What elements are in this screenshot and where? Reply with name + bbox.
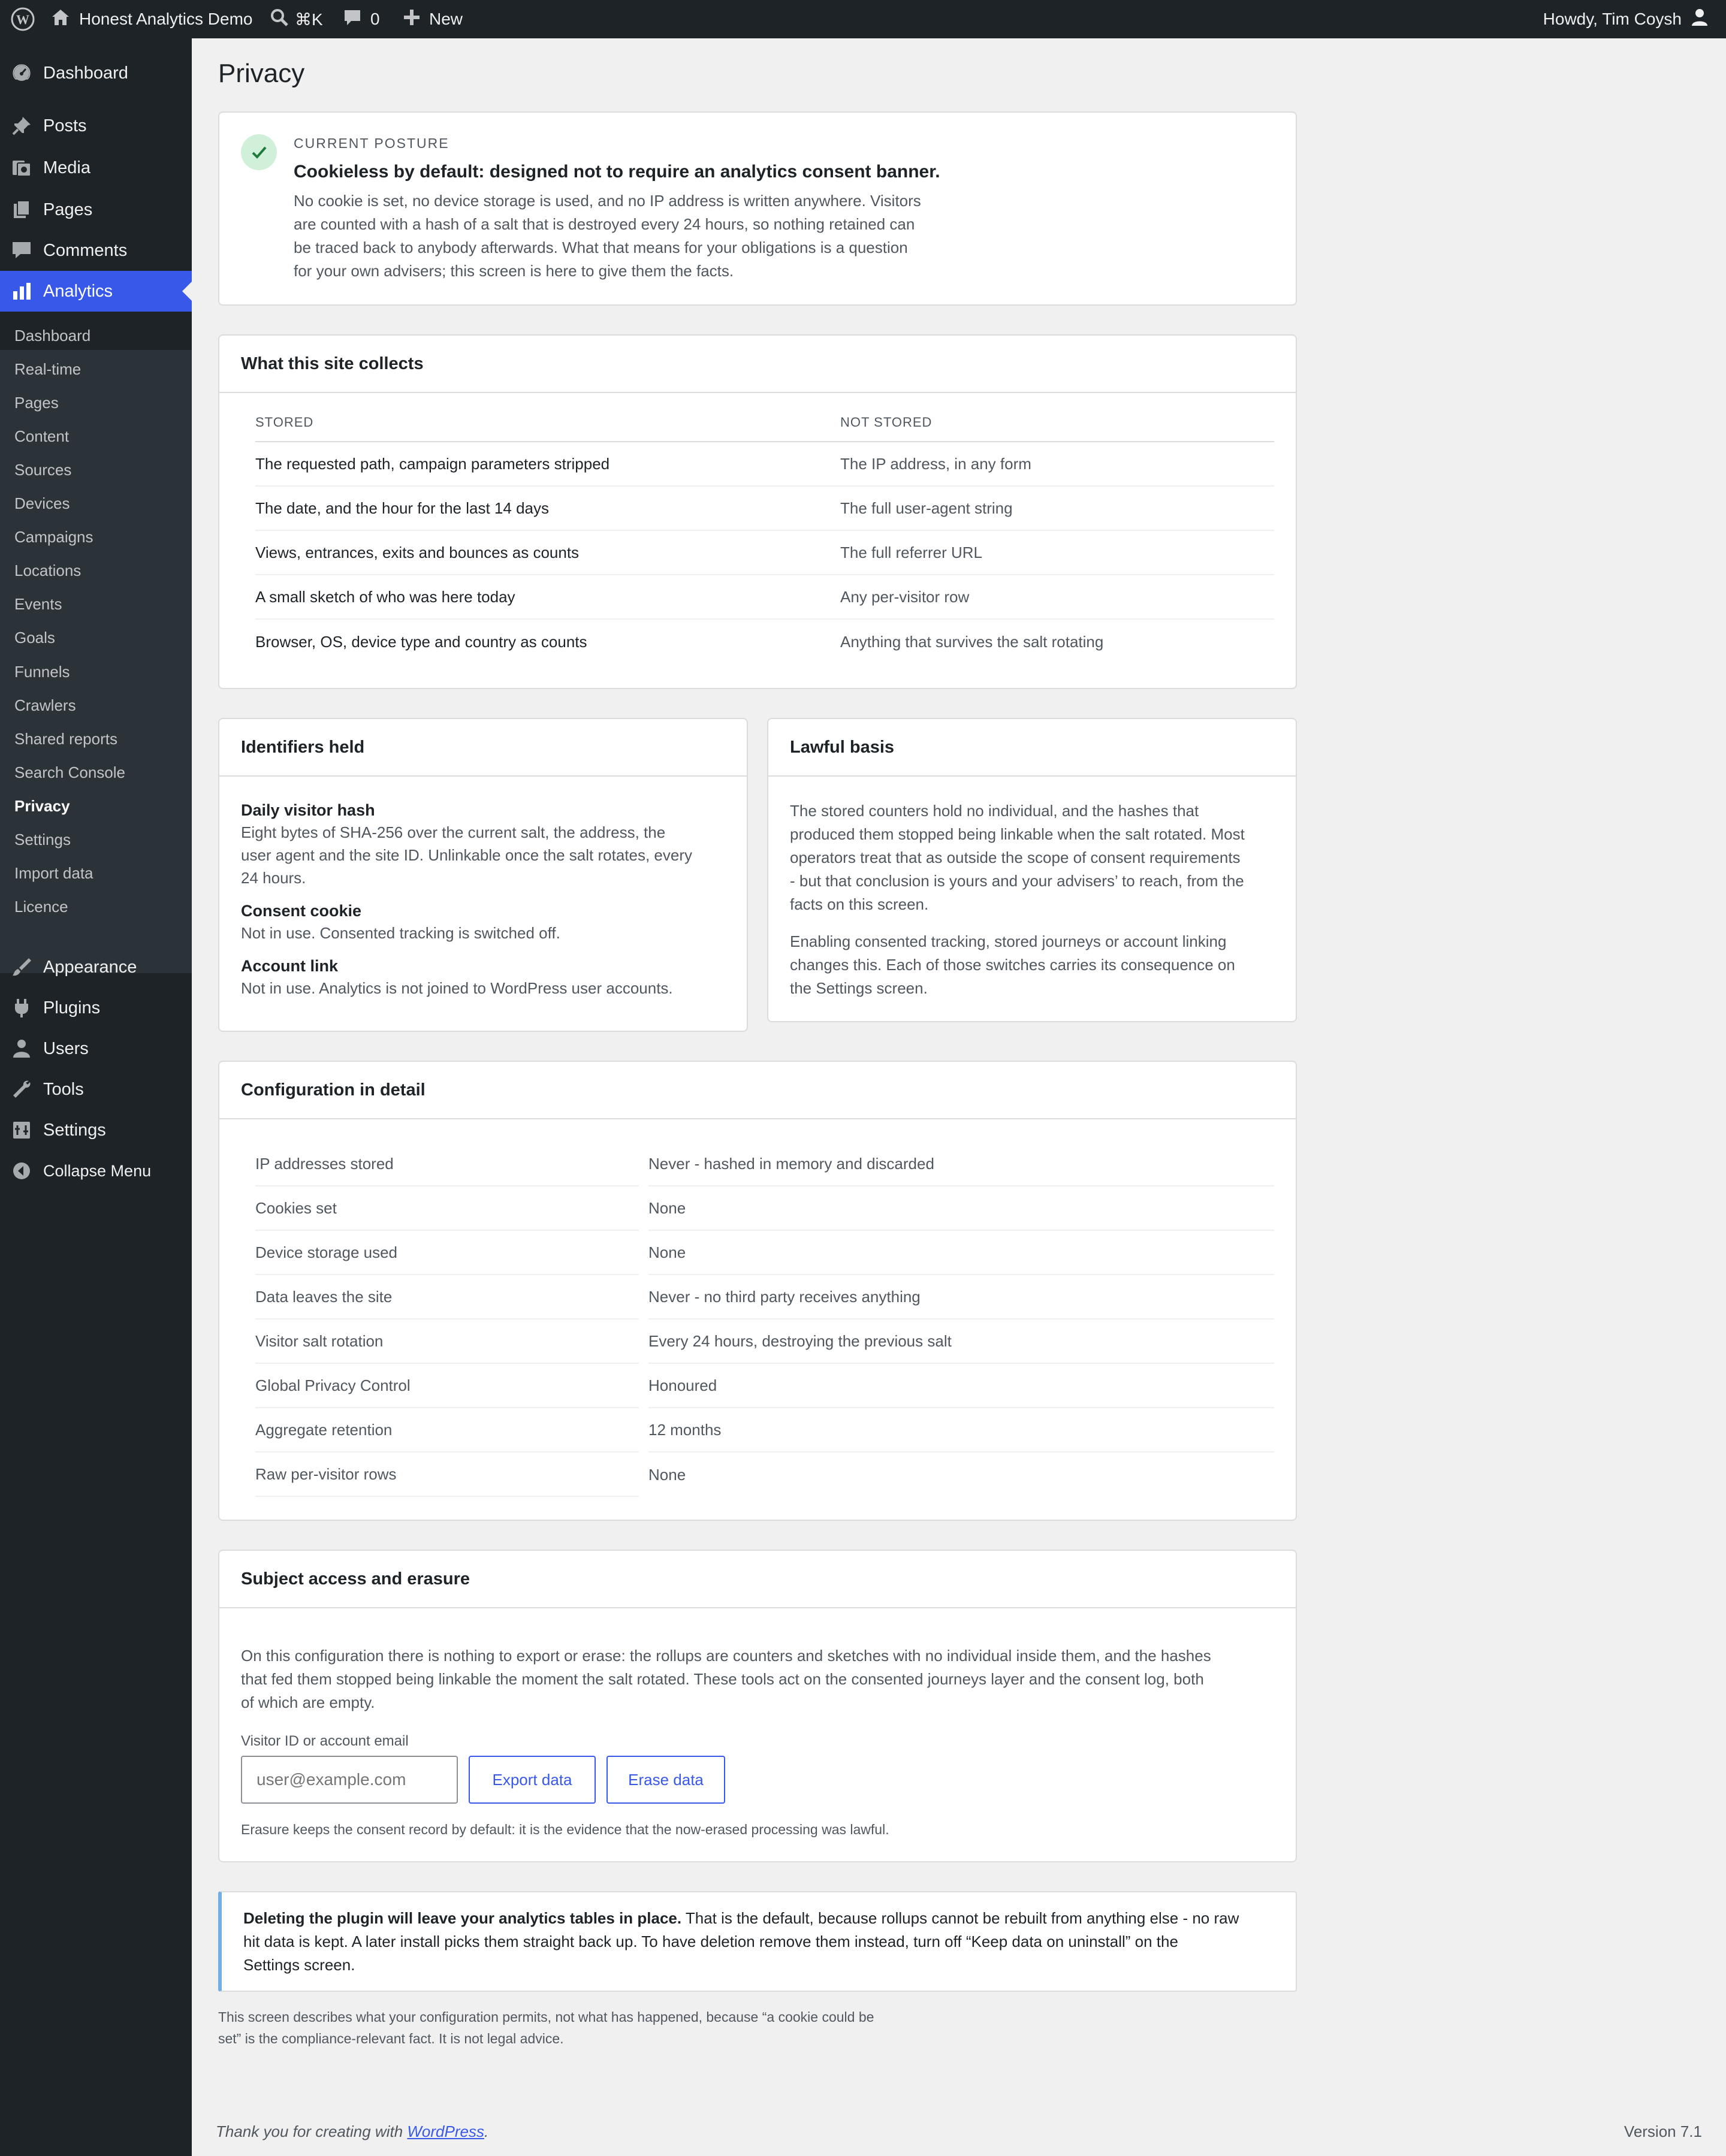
subject-access-line: On this configuration there is nothing to export or erase: the rollups are counters and sketches with no individual inside them, and the hashes (241, 1647, 1211, 1665)
submenu-item-pages[interactable]: Pages (14, 393, 59, 412)
footnote-line: set” is the compliance-relevant fact. It is not legal advice. (218, 2031, 564, 2046)
submenu-item-settings[interactable]: Settings (14, 831, 71, 848)
pin-icon (0, 115, 43, 137)
new-content-link[interactable] (403, 0, 463, 38)
footnote-line: This screen describes what your configuration permits, not what has happened, because “a cookie could be (218, 2009, 874, 2025)
config-key: Cookies set (255, 1186, 639, 1231)
sidebar-item-appearance[interactable] (0, 947, 192, 988)
notice-bold: Deleting the plugin will leave your analytics tables in place. (243, 1909, 682, 1927)
admin-bar (0, 0, 1726, 38)
sidebar-item-users[interactable] (0, 1028, 192, 1069)
submenu-item-search-console[interactable]: Search Console (14, 763, 125, 781)
search-icon (270, 8, 289, 31)
config-row (255, 1319, 1274, 1364)
lawful-basis-paragraph-2 (790, 930, 1235, 1000)
lawful-basis-line: the Settings screen. (790, 979, 928, 997)
plus-icon (403, 8, 421, 31)
config-key: Visitor salt rotation (255, 1319, 639, 1364)
new-label: New (429, 10, 463, 28)
sidebar-item-posts[interactable] (0, 105, 192, 146)
submenu-item-goals[interactable]: Goals (14, 629, 55, 647)
sidebar-item-pages[interactable] (0, 189, 192, 230)
submenu-item-privacy[interactable]: Privacy (14, 796, 70, 815)
stored-item: A small sketch of who was here today (255, 587, 515, 606)
sidebar-item-label: Comments (43, 240, 128, 260)
sidebar-item-label: Collapse Menu (43, 1161, 152, 1180)
notice-line-3: Settings screen. (243, 1956, 355, 1974)
footer-thanks (216, 2122, 488, 2141)
config-key: Aggregate retention (255, 1408, 639, 1453)
subject-access-line: of which are empty. (241, 1693, 375, 1711)
config-key: Device storage used (255, 1231, 639, 1275)
identifier-description-line: Not in use. Consented tracking is switched off. (241, 924, 560, 942)
footer-thanks-suffix: . (484, 2122, 489, 2140)
stored-item: The requested path, campaign parameters stripped (255, 454, 610, 473)
subject-access-line: that fed them stopped being linkable the moment the salt rotated. These tools act on the consented journeys layer and the consent log, both (241, 1670, 1204, 1688)
identifier-description-line: user agent and the site ID. Unlinkable once the salt rotates, every (241, 846, 692, 864)
media-icon (0, 157, 43, 179)
posture-eyebrow: CURRENT POSTURE (294, 135, 449, 151)
lawful-basis-card (767, 718, 1297, 1022)
sidebar-item-label: Pages (43, 200, 93, 219)
identifier-description-line: Eight bytes of SHA-256 over the current salt, the address, the (241, 823, 666, 841)
sidebar-item-dashboard[interactable] (0, 53, 192, 93)
collects-row (255, 442, 1274, 487)
posture-body-line: are counted with a hash of a salt that is destroyed every 24 hours, so nothing retained can (294, 215, 915, 233)
home-icon (50, 7, 71, 32)
uninstall-notice (218, 1891, 1297, 1992)
stored-item: The date, and the hour for the last 14 days (255, 499, 549, 517)
not-stored-item: Anything that survives the salt rotating (840, 632, 1104, 651)
footnote (218, 2006, 874, 2049)
submenu-item-shared-reports[interactable]: Shared reports (14, 729, 117, 748)
sidebar-item-analytics[interactable] (0, 271, 192, 312)
dashboard-icon (0, 62, 43, 84)
identifier-description-line: Not in use. Analytics is not joined to WordPress user accounts. (241, 979, 673, 997)
sidebar-item-label: Posts (43, 116, 87, 135)
wordpress-link[interactable]: WordPress (407, 2122, 484, 2140)
config-value: Honoured (648, 1364, 1274, 1408)
comment-icon (343, 8, 362, 31)
submenu-item-campaigns[interactable]: Campaigns (14, 528, 93, 546)
submenu-item-funnels[interactable]: Funnels (14, 662, 70, 681)
collects-header-row (255, 393, 1274, 442)
submenu-item-sources[interactable]: Sources (14, 460, 72, 479)
collects-row (255, 620, 1274, 664)
settings-icon (0, 1119, 43, 1141)
sidebar-item-label: Users (43, 1038, 89, 1058)
export-data-button[interactable]: Export data (469, 1756, 596, 1804)
search-shortcut[interactable] (270, 0, 323, 38)
page-title: Privacy (218, 59, 305, 88)
wrench-icon (0, 1079, 43, 1100)
identifier-item (241, 900, 729, 944)
config-row (255, 1231, 1274, 1275)
footer-version: Version 7.1 (1624, 2122, 1702, 2140)
stored-item: Browser, OS, device type and country as counts (255, 632, 587, 651)
visitor-id-input[interactable] (241, 1756, 458, 1804)
posture-body-line: for your own advisers; this screen is here to give them the facts. (294, 262, 734, 280)
sidebar-item-label: Settings (43, 1120, 106, 1140)
sidebar-item-plugins[interactable] (0, 988, 192, 1028)
config-key: IP addresses stored (255, 1142, 639, 1186)
config-value: Every 24 hours, destroying the previous salt (648, 1319, 1274, 1364)
sidebar-item-label: Dashboard (43, 63, 128, 83)
submenu-item-devices[interactable]: Devices (14, 494, 70, 512)
lawful-basis-line: produced them stopped being linkable when the salt rotated. Most (790, 825, 1245, 843)
identifier-title: Daily visitor hash (241, 801, 375, 819)
collects-heading: What this site collects (219, 336, 1296, 393)
lawful-basis-paragraph-1 (790, 799, 1245, 916)
comment-icon (0, 240, 43, 261)
sidebar-item-label: Tools (43, 1079, 84, 1099)
collects-row (255, 531, 1274, 575)
sidebar-item-comments[interactable] (0, 230, 192, 271)
chart-bar-icon (0, 280, 43, 302)
submenu-item-import-data[interactable]: Import data (14, 864, 93, 883)
plugin-icon (0, 997, 43, 1019)
check-circle-icon (241, 134, 277, 170)
user-avatar-icon (1690, 8, 1709, 31)
erasure-note: Erasure keeps the consent record by default: it is the evidence that the now-erased processing was lawful. (241, 1822, 889, 1837)
submenu-item-events[interactable]: Events (14, 595, 62, 614)
lawful-basis-line: The stored counters hold no individual, and the hashes that (790, 802, 1199, 820)
visitor-id-label: Visitor ID or account email (241, 1733, 409, 1749)
subject-access-card (218, 1550, 1297, 1862)
site-name-link[interactable] (50, 0, 252, 38)
identifier-title: Consent cookie (241, 902, 362, 920)
comments-link[interactable] (343, 0, 380, 38)
stored-column-header: STORED (255, 415, 314, 430)
identifiers-heading: Identifiers held (219, 719, 747, 777)
svg-text:W: W (16, 12, 29, 27)
config-key: Data leaves the site (255, 1275, 639, 1319)
submenu-item-crawlers[interactable]: Crawlers (14, 696, 76, 714)
config-row (255, 1186, 1274, 1231)
identifiers-card (218, 718, 748, 1032)
lawful-basis-line: - but that conclusion is yours and your advisers’ to reach, from the (790, 872, 1244, 890)
posture-body (294, 189, 921, 283)
site-name: Honest Analytics Demo (79, 10, 253, 28)
submenu-item-dashboard[interactable]: Dashboard (14, 326, 91, 345)
collects-card (218, 334, 1297, 689)
sidebar-item-settings[interactable] (0, 1110, 192, 1151)
submenu-item-licence[interactable]: Licence (14, 898, 68, 916)
config-row (255, 1275, 1274, 1319)
configuration-card (218, 1061, 1297, 1521)
collapse-icon (0, 1160, 43, 1182)
lawful-basis-line: Enabling consented tracking, stored journeys or account linking (790, 932, 1227, 950)
not-stored-column-header: NOT STORED (840, 415, 933, 430)
config-key: Raw per-visitor rows (255, 1453, 639, 1497)
erase-data-button[interactable]: Erase data (606, 1756, 725, 1804)
config-row (255, 1408, 1274, 1453)
lawful-basis-line: operators treat that as outside the scope of consent requirements (790, 848, 1241, 866)
sidebar-item-collapse-menu[interactable] (0, 1151, 192, 1191)
account-menu[interactable] (1543, 0, 1709, 38)
sidebar-item-label: Media (43, 158, 90, 177)
identifier-item (241, 955, 729, 1000)
posture-body-line: No cookie is set, no device storage is used, and no IP address is written anywhere. Visitors (294, 192, 921, 210)
posture-body-line: be traced back to anybody afterwards. What that means for your obligations is a question (294, 238, 908, 256)
identifier-item (241, 799, 729, 889)
identifier-description-line: 24 hours. (241, 869, 306, 887)
sidebar-item-label: Plugins (43, 998, 101, 1017)
comments-count: 0 (370, 10, 380, 28)
not-stored-item: The IP address, in any form (840, 454, 1031, 473)
stored-item: Views, entrances, exits and bounces as counts (255, 543, 580, 561)
notice-line-1: That is the default, because rollups cannot be rebuilt from anything else - no raw (681, 1909, 1239, 1927)
config-value: None (648, 1465, 686, 1484)
config-row (255, 1453, 1274, 1497)
not-stored-item: The full referrer URL (840, 543, 982, 561)
config-row (255, 1364, 1274, 1408)
submenu-item-locations[interactable]: Locations (14, 561, 82, 580)
footer-thanks-prefix: Thank you for creating with (216, 2122, 408, 2140)
user-icon (0, 1038, 43, 1059)
subject-access-body (241, 1644, 1211, 1714)
not-stored-item: The full user-agent string (840, 499, 1013, 517)
sidebar-item-tools[interactable] (0, 1069, 192, 1110)
subject-access-heading: Subject access and erasure (219, 1551, 1296, 1608)
configuration-heading: Configuration in detail (219, 1062, 1296, 1119)
submenu-item-real-time[interactable]: Real-time (14, 360, 82, 378)
config-value: None (648, 1231, 1274, 1275)
config-row (255, 1142, 1274, 1186)
posture-card (218, 111, 1297, 306)
sidebar-item-label: Appearance (43, 957, 137, 977)
config-value: Never - no third party receives anything (648, 1275, 1274, 1319)
lawful-basis-heading: Lawful basis (768, 719, 1296, 777)
identifier-title: Account link (241, 957, 339, 975)
config-value: Never - hashed in memory and discarded (648, 1142, 1274, 1186)
sidebar-item-label: Analytics (43, 281, 113, 301)
notice-line-2: hit data is kept. A later install picks them straight back up. To have deletion remove them instead, turn off “Keep data on uninstall” on the (243, 1932, 1178, 1950)
submenu-item-content[interactable]: Content (14, 427, 70, 445)
lawful-basis-line: facts on this screen. (790, 895, 929, 913)
wordpress-logo-icon[interactable] (6, 0, 40, 38)
sidebar-item-media[interactable] (0, 147, 192, 188)
brush-icon (0, 956, 43, 978)
collects-row (255, 487, 1274, 531)
config-value: 12 months (648, 1408, 1274, 1453)
config-key: Global Privacy Control (255, 1364, 639, 1408)
search-shortcut-label: ⌘K (295, 10, 323, 29)
not-stored-item: Any per-visitor row (840, 587, 970, 606)
lawful-basis-line: changes this. Each of those switches carries its consequence on (790, 956, 1235, 974)
collects-row (255, 575, 1274, 620)
greeting: Howdy, Tim Coysh (1543, 10, 1682, 28)
pages-icon (0, 199, 43, 221)
posture-headline: Cookieless by default: designed not to require an analytics consent banner. (294, 162, 940, 182)
config-value: None (648, 1186, 1274, 1231)
